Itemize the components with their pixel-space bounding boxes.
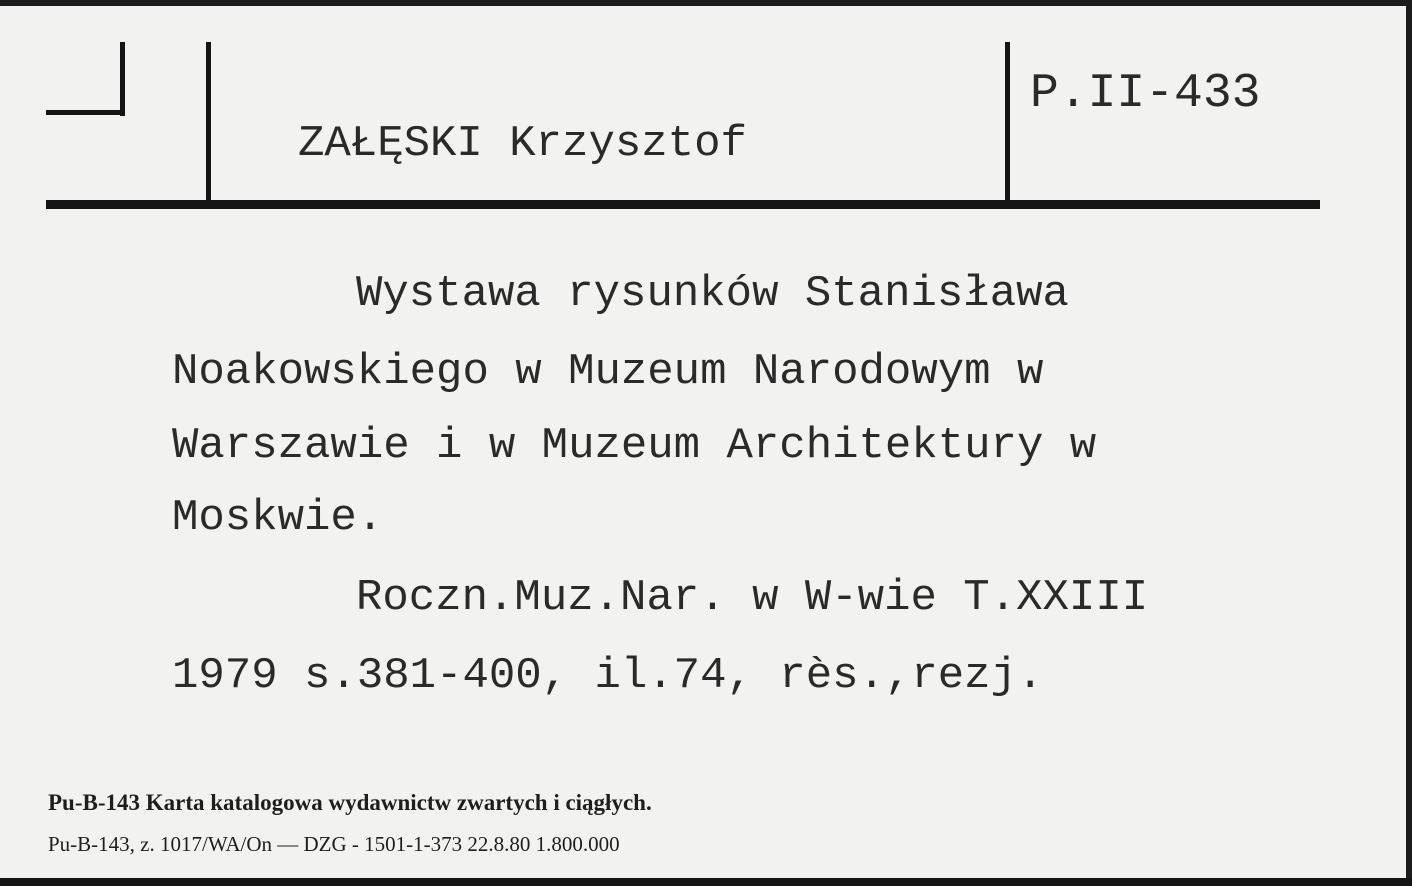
print-info: Pu-B-143, z. 1017/WA/On — DZG - 1501-1-373 22.8.80 1.800.000 bbox=[48, 832, 620, 856]
citation-line-1: Roczn.Muz.Nar. w W-wie T.XXIII bbox=[356, 573, 1149, 623]
author-heading: ZAŁĘSKI Krzysztof bbox=[298, 119, 747, 169]
card-top-edge bbox=[0, 0, 1412, 6]
body-line-3: Warszawie i w Muzeum Architektury w bbox=[172, 421, 1097, 471]
body-line-4: Moskwie. bbox=[172, 493, 384, 543]
form-code: Pu-B-143 bbox=[48, 790, 140, 815]
left-vertical-rule bbox=[206, 42, 211, 200]
card-right-edge bbox=[1406, 0, 1412, 886]
body-line-1: Wystawa rysunków Stanisława bbox=[356, 269, 1069, 319]
form-title: Karta katalogowa wydawnictw zwartych i ciągłych. bbox=[145, 790, 652, 815]
body-line-2: Noakowskiego w Muzeum Narodowym w bbox=[172, 347, 1044, 397]
call-number: P.II-433 bbox=[1030, 67, 1261, 121]
right-vertical-rule bbox=[1005, 42, 1010, 200]
citation-line-2: 1979 s.381-400, il.74, rès.,rezj. bbox=[172, 651, 1044, 701]
card-bottom-edge bbox=[0, 878, 1412, 886]
corner-bracket-vertical bbox=[120, 42, 125, 116]
header-rule bbox=[46, 200, 1320, 209]
form-title-line bbox=[48, 788, 652, 818]
corner-bracket-horizontal bbox=[46, 110, 125, 115]
